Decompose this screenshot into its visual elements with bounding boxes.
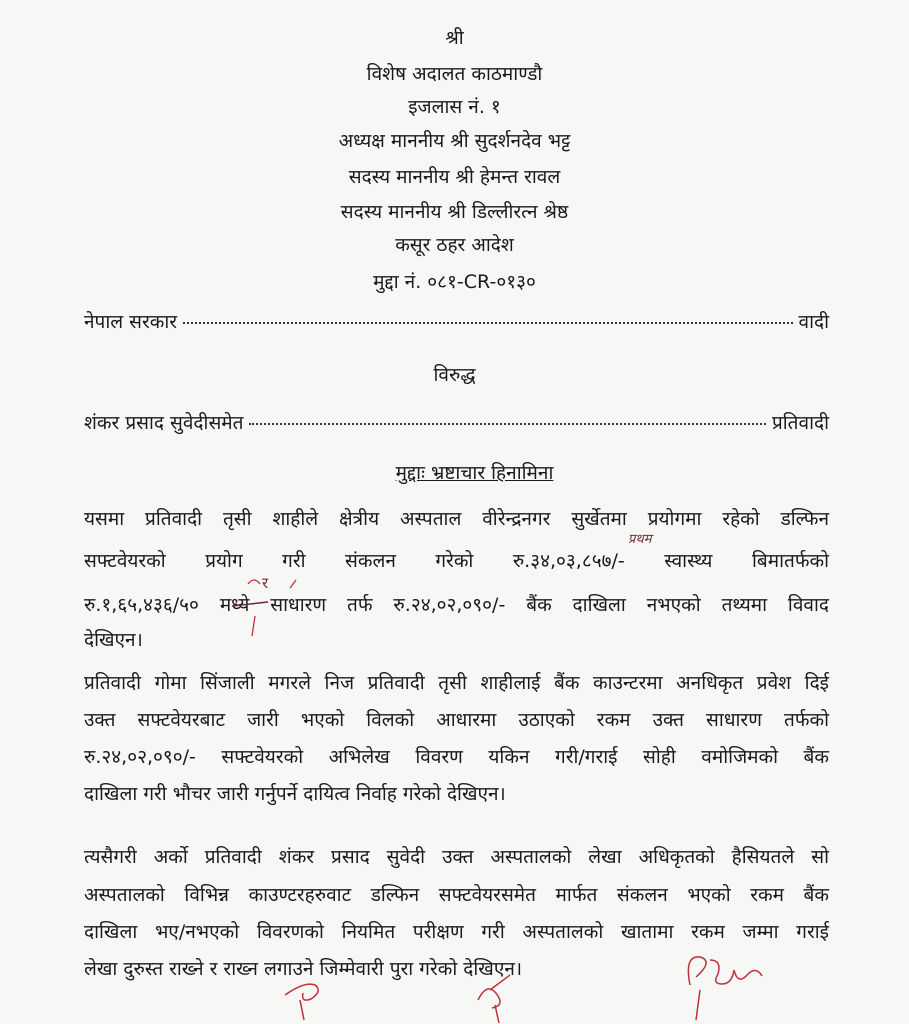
paragraph-line: लेखा दुरुस्त राख्ने र राख्न लगाउने जिम्मेवारी पुरा गरेको देखिएन।: [84, 958, 523, 980]
initial-signature-3: [688, 957, 762, 1020]
paragraph-line: त्यसैगरी अर्को प्रतिवादी शंकर प्रसाद सुवेदी उक्त अस्पतालको लेखा अधिकृतको हैसियतले सो: [84, 846, 829, 868]
paragraph-line: दाखिला भए/नभएको विवरणको नियमित परीक्षण गरी अस्पतालको खातामा रकम जम्मा गराई: [84, 921, 829, 943]
order-title: कसूर ठहर आदेश: [395, 234, 514, 256]
defendant-name: शंकर प्रसाद सुवेदीसमेत: [84, 412, 244, 434]
paragraph-line: अस्पतालको विभिन्न काउण्टरहरुवाट डल्फिन सफ्टवेयरसमेत मार्फत संकलन भएको रकम बैंक: [84, 884, 829, 906]
case-number: मुद्दा नं. ०८१-CR-०१३०: [373, 271, 536, 293]
paragraph-line: यसमा प्रतिवादी तृसी शाहीले क्षेत्रीय अस्पताल वीरेन्द्रनगर सुर्खेतमा प्रयोगमा रहेको डल्फिन: [84, 508, 829, 530]
member-judge-2: सदस्य माननीय श्री डिल्लीरत्न श्रेष्ठ: [340, 201, 569, 223]
handwritten-insert: प्रथम: [628, 532, 652, 547]
presiding-judge: अध्यक्ष माननीय श्री सुदर्शनदेव भट्ट: [338, 130, 571, 152]
initial-signature-2: [478, 975, 510, 1023]
paragraph-line: प्रतिवादी गोमा सिंजाली मगरले निज प्रतिवादी तृसी शाहीलाई बैंक काउन्टरमा अनधिकृत प्रवेश दिई: [84, 672, 829, 694]
initial-signature-1: [285, 984, 318, 1020]
paragraph-line: रु.२४,०२,०९०/- सफ्टवेयरको अभिलेख विवरण यकिन गरी/गराई सोही वमोजिमको बैंक: [84, 746, 829, 768]
paragraph-line: उक्त सफ्टवेयरबाट जारी भएको विलको आधारमा उठाएको रकम उक्त साधारण तर्फको: [84, 709, 829, 731]
paragraph-line: रु.१,६५,४३६/५० मध्ये साधारण तर्फ रु.२४,०२,०९०/- बैंक दाखिला नभएको तथ्यमा विवाद: [84, 594, 829, 616]
bench-number: इजलास नं. १: [408, 96, 501, 118]
member-judge-1: सदस्य माननीय श्री हेमन्त रावल: [348, 166, 561, 188]
paragraph-line: सफ्टवेयरको प्रयोग गरी संकलन गरेको रु.३४,०३,८५७/- स्वास्थ्य बिमातर्फको: [84, 550, 829, 572]
versus-label: विरुद्ध: [433, 364, 476, 386]
paragraph-line: देखिएन।: [84, 629, 143, 651]
strikethrough-mark: [232, 602, 268, 606]
court-name: विशेष अदालत काठमाण्डौ: [366, 63, 543, 85]
case-subject: मुद्दाः भ्रष्टाचार हिनामिना: [395, 462, 554, 484]
correction-mark: [248, 580, 296, 636]
paragraph-line: दाखिला गरी भौचर जारी गर्नुपर्ने दायित्व निर्वाह गरेको देखिएन।: [84, 783, 506, 805]
defendant-role: प्रतिवादी: [771, 412, 829, 434]
plaintiff-role: वादी: [798, 311, 829, 333]
salutation: श्री: [445, 27, 464, 49]
handwritten-insert: र: [262, 574, 269, 592]
plaintiff-name: नेपाल सरकार: [84, 311, 178, 333]
